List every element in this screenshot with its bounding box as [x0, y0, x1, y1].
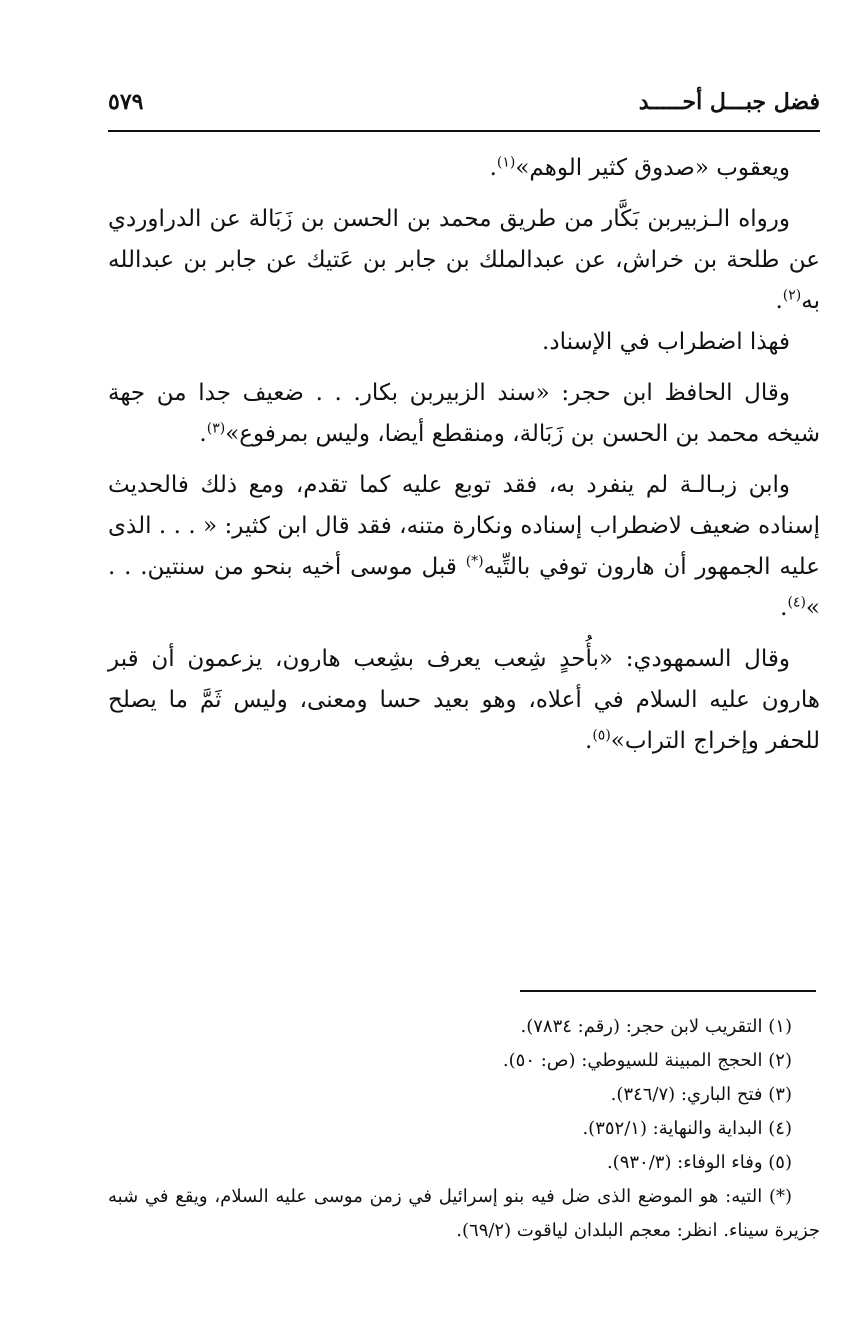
header-rule	[108, 130, 820, 132]
paragraph-2-end: .	[775, 288, 783, 314]
paragraph-1-text: ويعقوب «صدوق كثير الوهم»	[515, 155, 790, 181]
footnote-ref-1: (١)	[496, 154, 516, 171]
footnote-ref-2: (٢)	[782, 287, 802, 304]
paragraph-5	[108, 465, 820, 629]
footnote-4: (٤) البداية والنهاية: (٣٥٢/١).	[582, 1118, 792, 1139]
page-number: ٥٧٩	[108, 89, 144, 115]
paragraph-4	[108, 373, 820, 455]
footnote-star: (*) التيه: هو الموضع الذى ضل فيه بنو إسرائيل في زمن موسى عليه السلام، ويقع في شبه جزيرة سيناء. انظر: معجم البلدان لياقوت (٦٩/٢).	[108, 1186, 820, 1241]
footnote-2: (٢) الحجج المبينة للسيوطي: (ص: ٥٠).	[502, 1050, 792, 1071]
footnote-ref-star: (*)	[465, 553, 484, 570]
paragraph-5-text-a: وابن زبـالـة لم ينفرد به، فقد توبع عليه كما تقدم، ومع ذلك فالحديث إسناده ضعيف لاضطراب إسناده ونكارة متنه، فقد قال ابن كثير: « . . . الذى عليه الجمهور أن هارون توفي بالتِّيه	[108, 472, 820, 580]
paragraph-4-text: وقال الحافظ ابن حجر: «سند الزبيربن بكار. . . ضعيف جدا من جهة شيخه محمد بن الحسن بن زَبَالة، ومنقطع أيضا، وليس بمرفوع»	[108, 380, 820, 447]
paragraph-5-end: .	[780, 595, 788, 621]
paragraph-2-text: ورواه الـزبيربن بَكَّار من طريق محمد بن الحسن بن زَبَالة عن الدراوردي عن طلحة بن خراش، عن عبدالملك بن جابر بن عَتيك عن جابر بن عبدالله به	[108, 206, 820, 314]
paragraph-6-text: وقال السمهودي: «بأُحدٍ شِعب يعرف بشِعب هارون، يزعمون أن قبر هارون عليه السلام في أعلاه، وهو بعيد حسا ومعنى، وليس ثَمَّ ما يصلح للحفر وإخراج التراب»	[108, 646, 820, 754]
footnote-ref-4: (٤)	[787, 594, 806, 611]
paragraph-2	[108, 199, 820, 322]
paragraph-3: فهذا اضطراب في الإسناد.	[542, 329, 790, 355]
running-title: فضل جبـــل أحـــــد	[638, 89, 820, 115]
footnotes	[108, 1010, 820, 1248]
main-text	[108, 148, 820, 772]
footnote-ref-5: (٥)	[592, 727, 611, 744]
paragraph-5-text-b: قبل موسى أخيه بنحو من سنتين. . . »	[108, 554, 820, 621]
footnote-1: (١) التقريب لابن حجر: (رقم: ٧٨٣٤).	[520, 1016, 792, 1037]
paragraph-1-end: .	[489, 155, 497, 181]
footnote-3: (٣) فتح الباري: (٣٤٦/٧).	[610, 1084, 792, 1105]
page-header	[108, 80, 820, 124]
paragraph-1	[108, 148, 820, 189]
paragraph-6	[108, 639, 820, 762]
paragraph-6-end: .	[585, 728, 593, 754]
footnote-separator	[520, 990, 816, 992]
footnote-ref-3: (٣)	[206, 420, 226, 437]
footnote-5: (٥) وفاء الوفاء: (٩٣٠/٣).	[606, 1152, 792, 1173]
paragraph-4-end: .	[199, 421, 207, 447]
